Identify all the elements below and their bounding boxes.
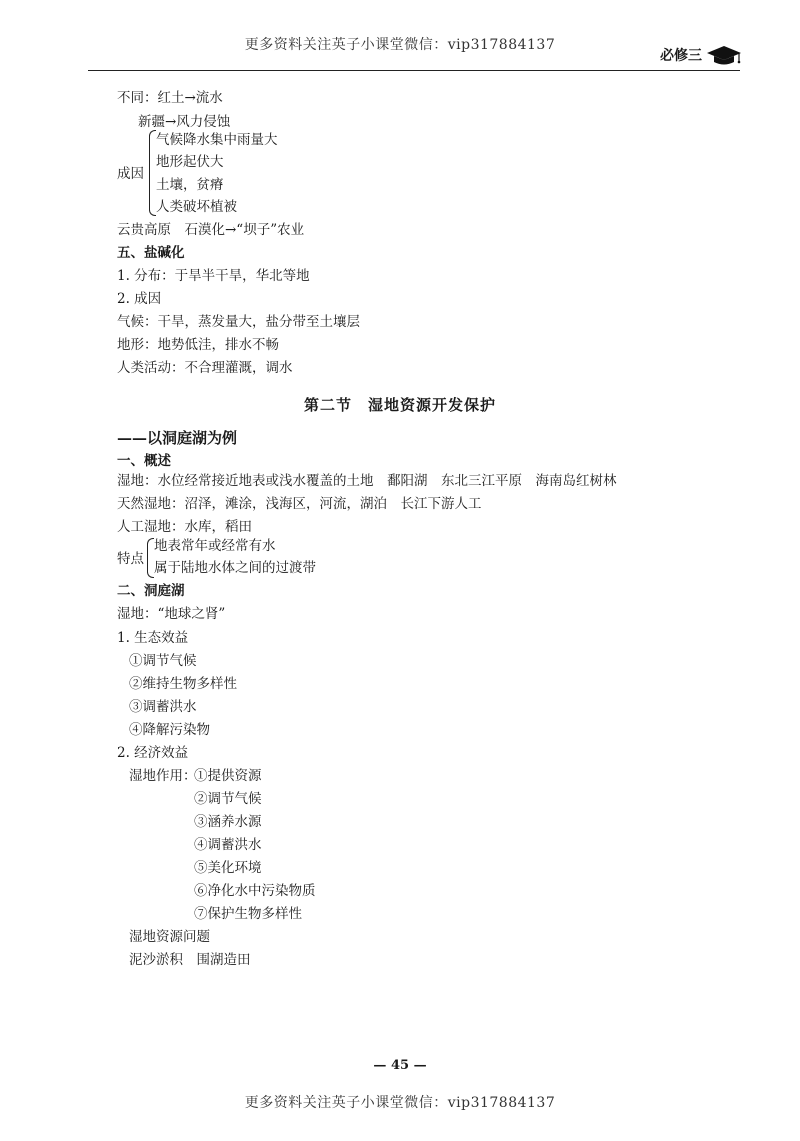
list-item: ③涵养水源 <box>194 814 262 830</box>
text-line: 湿地：“地球之肾” <box>117 606 226 622</box>
brace-label: 成因 <box>117 166 144 182</box>
list-item: ③调蓄洪水 <box>129 699 197 715</box>
section-heading: 二、洞庭湖 <box>117 583 185 599</box>
list-item: 人类破坏植被 <box>156 199 237 215</box>
text-line: 天然湿地：沼泽，滩涂，浅海区，河流，湖泊 长江下游人工 <box>117 496 482 512</box>
text-line: 湿地：水位经常接近地表或浅水覆盖的土地 鄱阳湖 东北三江平原 海南岛红树林 <box>117 473 617 489</box>
list-item: ⑤美化环境 <box>194 860 262 876</box>
header-rule <box>88 70 740 71</box>
page-number: — 45 — <box>373 1058 427 1073</box>
module-badge-label: 必修三 <box>660 48 702 64</box>
list-item: 土壤，贫瘠 <box>156 177 224 193</box>
list-item: ①提供资源 <box>194 768 262 784</box>
graduation-cap-icon <box>706 44 742 66</box>
list-item: 气候降水集中雨量大 <box>156 132 278 148</box>
brace <box>147 538 154 578</box>
list-item: 地形起伏大 <box>156 154 224 170</box>
list-item: 地表常年或经常有水 <box>154 538 276 554</box>
text-line: 泥沙淤积 围湖造田 <box>129 952 251 968</box>
text-line: 湿地资源问题 <box>129 929 210 945</box>
text-line: 1. 分布：于旱半干旱，华北等地 <box>117 268 310 284</box>
text-line: 人工湿地：水库，稻田 <box>117 519 252 535</box>
section-heading: 一、概述 <box>117 453 171 469</box>
list-item: 属于陆地水体之间的过渡带 <box>154 560 316 576</box>
text-line: 地形：地势低洼，排水不畅 <box>117 337 279 353</box>
section-heading: 五、盐碱化 <box>117 245 185 261</box>
text-line: 云贵高原 石漠化→“坝子”农业 <box>117 222 305 238</box>
brace <box>149 130 156 216</box>
section-subtitle: ——以洞庭湖为例 <box>117 429 238 447</box>
subsection-heading: 2. 经济效益 <box>117 745 189 761</box>
brace-label: 特点 <box>117 551 144 567</box>
list-label: 湿地作用： <box>129 768 197 784</box>
text-line: 新疆→风力侵蚀 <box>138 114 231 130</box>
module-badge <box>660 44 742 66</box>
text-line: 人类活动：不合理灌溉，调水 <box>117 360 293 376</box>
text-line: 不同：红土→流水 <box>117 90 223 106</box>
list-item: ⑥净化水中污染物质 <box>194 883 316 899</box>
section-title: 第二节 湿地资源开发保护 <box>303 396 496 414</box>
list-item: ②维持生物多样性 <box>129 676 237 692</box>
text-line: 2. 成因 <box>117 291 162 307</box>
subsection-heading: 1. 生态效益 <box>117 630 189 646</box>
list-item: ⑦保护生物多样性 <box>194 906 302 922</box>
footer-watermark: 更多资料关注英子小课堂微信：vip317884137 <box>244 1095 556 1111</box>
list-item: ④调蓄洪水 <box>194 837 262 853</box>
list-item: ①调节气候 <box>129 653 197 669</box>
list-item: ④降解污染物 <box>129 722 210 738</box>
list-item: ②调节气候 <box>194 791 262 807</box>
header-watermark: 更多资料关注英子小课堂微信：vip317884137 <box>244 37 556 53</box>
text-line: 气候：干旱，蒸发量大，盐分带至土壤层 <box>117 314 360 330</box>
